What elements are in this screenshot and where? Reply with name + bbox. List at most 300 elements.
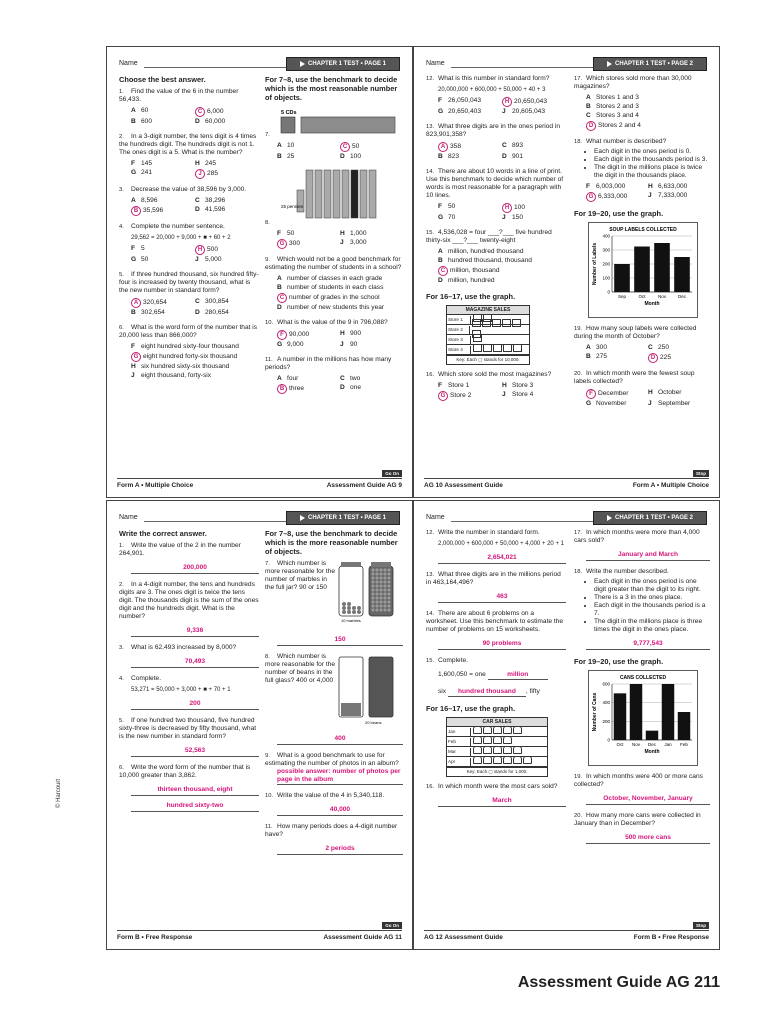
page-form-a-2 [413,46,720,498]
row-label: Mar [447,748,471,756]
choice-b[interactable]: B 275 [586,353,608,360]
footer-left: AG 10 Assessment Guide [424,482,503,489]
choice-j[interactable]: J eight thousand, forty-six [131,372,212,379]
question-number: 6. [119,325,124,331]
answer-line[interactable]: 463 [438,593,566,603]
car-icon [523,756,532,764]
choice-j[interactable]: J 90 [340,341,358,348]
answer-line[interactable]: March [438,797,566,807]
cd-label: 5 CDs [280,110,297,116]
question-4 [119,675,259,710]
row-label: Store 1 [447,316,471,324]
question-15 [426,229,566,285]
y-tick-label: 300 [602,247,610,253]
answer-line-2[interactable]: hundred sixty-two [131,802,259,812]
name-label: Name [426,60,445,67]
choice-g[interactable]: G eight hundred forty-six thousand [131,352,259,362]
chapter-tab-label: CHAPTER 1 TEST • PAGE 1 [307,61,386,67]
answer-line[interactable]: thirteen thousand, eight [131,786,259,796]
choices [277,330,403,349]
question-text: Find the value of the 6 in the number 56,433. [119,88,239,103]
car-icon [473,736,482,744]
bar [662,684,674,740]
question-text: Write the word form of the number that is 10,000 greater than 3,862. [119,764,251,779]
choices [277,275,403,312]
choices [131,245,259,264]
choice-d[interactable]: D Stores 2 and 4 [586,121,710,131]
choice-j[interactable]: J 285 [195,169,259,179]
choice-c[interactable]: C 6,000 [195,107,259,117]
choices [586,344,710,363]
penny-roll [369,170,376,218]
choice-h[interactable]: H October [648,389,682,396]
choice-d[interactable]: D number of new students this year [277,304,385,311]
name-label: Name [426,514,445,521]
car-icon [473,726,482,734]
question-number: 17. [574,530,583,536]
right-column [574,75,710,415]
section-heading-7-8: For 7–8, use the benchmark to decide which is the most reasonable number of objects. [265,75,398,102]
question-17 [574,75,710,131]
answer-line[interactable]: October, November, January [586,795,710,805]
magazine-icon [503,344,512,352]
x-tick-label: Oct [638,294,646,299]
marble-jars-image [335,560,397,630]
graph-key: Key: Each ▢ stands for 10,000. [447,355,529,364]
car-icon [483,736,492,744]
question-text: What is the word form of the number that is 20,000 less than 866,000? [119,324,258,339]
choice-j[interactable]: J 150 [502,214,524,221]
answer-line[interactable]: 90 problems [438,640,566,650]
question-text: Write the value of the 4 in 5,340,118. [277,792,385,799]
y-axis-label: Number of Cans [592,692,598,732]
answer-line[interactable]: 200 [131,700,259,710]
question-18 [574,568,710,650]
question-number: 12. [426,530,435,536]
x-tick-label: Sep [617,294,627,299]
bar [614,693,626,740]
choice-f[interactable]: F 5 [131,245,145,252]
choice-c[interactable]: C 300,854 [195,298,229,305]
choice-h[interactable]: H 900 [340,330,362,337]
go-on-badge: Go On [382,922,402,929]
answer-line[interactable]: 52,563 [131,747,259,757]
question-text: What is the value of the 9 in 796,088? [277,319,388,326]
graph-rows [447,727,547,767]
footer-right: Form A • Multiple Choice [632,482,709,489]
left-column [119,529,259,819]
pennies-label: 25 pennies [280,204,303,209]
choices [438,248,566,285]
choice-a[interactable]: A 10 [277,142,295,149]
choice-a[interactable]: A number of classes in each grade [277,275,383,282]
choice-d[interactable]: D one [340,384,362,391]
car-icon [513,746,522,754]
choice-a[interactable]: A 320,654 [131,298,195,308]
y-tick-label: 0 [607,289,610,295]
choice-f[interactable]: F 90,000 [277,330,340,340]
right-column [265,75,403,401]
magazine-icon [492,319,501,327]
question-15 [426,657,566,697]
line-2-text: six [438,688,447,695]
question-text: In which months were 400 or more cans collected? [574,773,703,788]
question-1 [119,88,259,126]
left-column [119,75,259,387]
question-text: Complete. [131,675,162,682]
choices [131,298,259,317]
car-icon [493,756,502,764]
page-form-b-2 [413,500,720,950]
choice-h[interactable]: H 20,650,043 [502,97,566,107]
chart-title: SOUP LABELS COLLECTED [609,227,677,233]
graph-title: CAR SALES [447,718,547,727]
answer-line[interactable]: January and March [586,551,710,561]
choice-h[interactable]: H 6,633,000 [648,183,688,190]
choice-b[interactable]: B Stores 2 and 3 [586,103,639,110]
bar [630,684,642,740]
section-heading-16-17: For 16–17, use the graph. [426,292,516,301]
bullet-item: • There is a 3 in the ones place. [594,594,710,602]
question-text: In a 3-digit number, the tens digit is 4 times the hundreds digit. The hundreds digit is not 1. The ones digit is a 5. What is the number? [119,133,257,156]
name-line [144,67,294,68]
choice-f[interactable]: F Store 1 [438,382,470,389]
question-number: 13. [426,124,435,130]
question-number: 19. [574,326,583,332]
penny-roll [306,170,313,218]
choice-a[interactable]: A 300 [586,344,608,351]
choice-a[interactable]: A 60 [131,107,149,114]
choice-h[interactable]: H 1,000 [340,230,367,237]
choice-d[interactable]: D 901 [502,153,524,160]
book-footer [0,966,768,996]
question-number: 3. [119,645,124,651]
answer-line[interactable]: 70,493 [131,658,259,668]
choice-f[interactable]: F 6,003,000 [586,183,626,190]
name-label: Name [119,514,138,521]
question-number: 19. [574,774,583,780]
question-11 [265,823,403,855]
graph-row [447,757,547,767]
choice-b[interactable]: B three [277,384,340,394]
question-text: There are about 6 problems on a worksheet. Use this benchmark to estimate the number of problems on 15 worksheets. [426,610,564,633]
magazine-icon [513,344,522,352]
question-number: 14. [426,611,435,617]
bean-glasses-image [335,653,397,729]
choice-j[interactable]: J 5,000 [195,256,222,263]
choice-b[interactable]: B 823 [438,153,460,160]
choice-c[interactable]: C 50 [340,142,403,152]
arrow-icon [300,61,305,67]
question-number: 4. [119,224,124,230]
y-tick-label: 600 [602,681,610,687]
question-7 [265,106,403,161]
question-number: 11. [265,824,273,830]
choice-c[interactable]: C 38,296 [195,197,226,204]
page-footer [117,478,402,493]
choice-j[interactable]: J Store 4 [502,391,534,398]
choice-a[interactable]: A Stores 1 and 3 [586,94,639,101]
section-heading-16-17: For 16–17, use the graph. [426,704,516,713]
question-20 [574,812,710,844]
footer-right: Assessment Guide AG 9 [326,482,402,489]
question-text: Which stores sold more than 30,000 magazines? [574,75,692,90]
choice-d[interactable]: D 41,596 [195,206,226,213]
question-13 [426,571,566,603]
choice-h[interactable]: H 245 [195,160,217,167]
choice-b[interactable]: B 600 [131,118,153,125]
choice-c[interactable]: C number of grades in the school [277,293,403,303]
question-16 [426,783,566,807]
footer-left: Form B • Free Response [117,934,193,941]
choice-d[interactable]: D 60,000 [195,118,226,125]
question-9 [265,256,403,312]
choice-f[interactable]: F December [586,389,648,399]
chapter-tab [593,57,707,71]
choice-g[interactable]: G 6,333,000 [586,192,648,202]
question-number: 20. [574,371,583,377]
question-12 [426,75,566,116]
choice-f[interactable]: F eight hundred sixty-four thousand [131,343,239,350]
question-text: If one hundred two thousand, five hundred sixty-three is decreased by fifty thousand, what is the new number in standard form? [119,717,257,740]
car-icon [503,756,512,764]
question-number: 13. [426,572,435,578]
choice-j[interactable]: J September [648,400,691,407]
answer-blank-2[interactable]: hundred thousand [448,688,526,697]
choice-d[interactable]: D million, hundred [438,277,495,284]
section-heading: Choose the best answer. [119,75,206,84]
question-text: In which month were the most cars sold? [438,783,558,790]
penny-roll [360,170,367,218]
choice-g[interactable]: G Store 2 [438,391,502,401]
graph-row [447,325,529,335]
answer-blank-1[interactable]: million [488,671,548,680]
question-16 [426,371,566,401]
choice-b[interactable]: B number of students in each class [277,284,384,291]
choices [438,382,566,401]
choice-g[interactable]: G 241 [131,169,153,176]
page-header [426,57,707,71]
choice-a[interactable]: A 8,596 [131,197,158,204]
question-18 [574,138,710,202]
answer-line[interactable]: 200,000 [131,564,259,574]
choice-b[interactable]: B 25 [277,153,295,160]
bullet-item: • The digit in the millions place is twice the digit in the thousands place. [594,164,710,180]
chapter-tab [286,511,400,525]
graph-key: Key: Each ▢ stands for 1,000. [447,767,547,776]
choice-a[interactable]: A four [277,375,299,382]
question-number: 5. [119,718,124,724]
choice-g[interactable]: G November [586,400,627,407]
choice-d[interactable]: D 225 [648,353,710,363]
graph-rows [447,315,529,355]
question-text: Which number is more reasonable for the number of marbles in the full jar? 90 or 150 [265,560,336,591]
question-number: 5. [119,272,124,278]
answer-line[interactable]: 500 more cans [586,834,710,844]
question-6 [119,764,259,812]
graph-title: MAGAZINE SALES [447,306,529,315]
choice-h[interactable]: H 100 [502,203,566,213]
question-text: What three digits are in the millions period in 463,164,496? [426,571,561,586]
y-tick-label: 200 [602,718,610,724]
page-header [426,511,707,525]
car-icon [503,736,512,744]
bar [674,257,690,292]
question-20 [574,370,710,408]
bar [614,264,630,292]
y-axis-label: Number of Labels [592,242,598,286]
question-8 [265,168,403,249]
choice-a[interactable]: A million, hundred thousand [438,248,524,255]
answer-line[interactable]: 9,336 [131,627,259,637]
name-line [451,67,601,68]
question-7 [265,560,403,646]
question-2 [119,133,259,179]
choice-j[interactable]: J 20,605,043 [502,108,546,115]
soup-labels-chart [588,222,698,318]
cans-collected-chart [588,670,698,766]
question-5 [119,271,259,317]
choice-g[interactable]: G 300 [277,239,340,249]
y-tick-label: 400 [602,700,610,706]
page-form-b-1 [106,500,413,950]
choice-f[interactable]: F 50 [438,203,456,210]
choice-c[interactable]: C 250 [648,344,670,351]
choice-b[interactable]: B hundred thousand, thousand [438,257,532,264]
choice-f[interactable]: F 145 [131,160,153,167]
question-3 [119,186,259,216]
answer-line[interactable]: 150 [277,636,403,646]
question-number: 17. [574,76,583,82]
section-heading-7-8: For 7–8, use the benchmark to decide which is the more reasonable number of objects. [265,529,398,556]
magazine-sales-graph [446,305,530,365]
choice-b[interactable]: B 302,654 [131,309,165,316]
choice-d[interactable]: D 280,654 [195,309,229,316]
choice-h[interactable]: H Store 3 [502,382,534,389]
question-text: Which store sold the most magazines? [438,371,552,378]
choices [131,107,259,126]
question-9 [265,752,403,785]
name-line [451,521,601,522]
question-number: 20. [574,813,583,819]
choice-f[interactable]: F 50 [277,230,295,237]
answer-line[interactable]: possible answer: number of photos per page in the album [277,768,403,785]
magazine-icon [502,319,511,327]
choice-g[interactable]: G 70 [438,214,456,221]
car-icon [503,726,512,734]
chapter-tab-label: CHAPTER 1 TEST • PAGE 2 [614,61,693,67]
car-icon [513,726,522,734]
footer-left: Form A • Multiple Choice [117,482,194,489]
go-on-badge: Go On [382,470,402,477]
magazine-icon [473,344,482,352]
choice-a[interactable]: A 358 [438,142,502,152]
copyright-text: © Harcourt [56,778,62,808]
chapter-tab-label: CHAPTER 1 TEST • PAGE 1 [307,515,386,521]
question-text: Write the value of the 2 in the number 264,901. [119,542,241,557]
question-text: What is this number in standard form? [438,75,550,82]
choice-h[interactable]: H six hundred sixty-six thousand [131,363,230,370]
x-tick-label: Nov [657,294,667,299]
arrow-icon [300,515,305,521]
penny-roll [315,170,322,218]
equation: 20,000,000 + 600,000 + 50,000 + 40 + 3 [438,87,546,93]
choice-c[interactable]: C 893 [502,142,524,149]
car-icon [473,746,482,754]
bullet-list [586,148,710,180]
question-text: Complete. [438,657,469,664]
penny-roll [351,170,358,218]
car-icon [483,726,492,734]
question-number: 10. [265,320,274,326]
choice-c[interactable]: C million, thousand [438,266,566,276]
answer-line[interactable]: 2 periods [277,845,403,855]
choices [131,343,259,380]
choice-c[interactable]: C two [340,375,361,382]
question-11 [265,356,403,394]
x-tick-label: Jan [664,742,672,747]
bullet-item: • Each digit in the thousands period is a 7. [594,602,710,618]
choice-g[interactable]: G 50 [131,256,149,263]
answer-line[interactable]: 2,654,021 [438,554,566,564]
question-text: How many more cans were collected in January than in December? [574,812,701,827]
footer-right: Form B • Free Response [633,934,709,941]
choice-j[interactable]: J 7,333,000 [648,192,688,199]
magazine-icon [512,319,521,327]
choice-g[interactable]: G 9,000 [277,341,304,348]
question-text: How many soup labels were collected during the month of October? [574,325,697,340]
answer-line[interactable]: 40,000 [277,806,403,816]
answer-line[interactable]: 400 [277,735,403,745]
equation: 2,000,000 + 600,000 + 50,000 + 4,000 + 20 + 1 [438,541,564,547]
choice-d[interactable]: D 100 [340,153,362,160]
y-tick-label: 100 [602,275,610,281]
car-icon [513,756,522,764]
question-number: 16. [426,784,435,790]
question-number: 11. [265,357,273,363]
question-number: 15. [426,230,435,236]
y-tick-label: 0 [607,737,610,743]
penny-roll [324,170,331,218]
right-column [574,529,710,851]
chapter-tab [286,57,400,71]
x-tick-label: Dec [677,294,687,299]
choice-c[interactable]: C Stores 3 and 4 [586,112,639,119]
page-header [119,511,400,525]
choice-g[interactable]: G 20,650,403 [438,108,482,115]
line-1-text: 1,600,050 = one [438,671,486,678]
choice-j[interactable]: J 3,000 [340,239,367,246]
x-axis-label: Month [644,749,660,755]
bar [646,731,658,740]
page-footer [424,478,709,493]
bar [654,243,670,292]
equation: 29,562 = 20,000 + 9,000 + ■ + 60 + 2 [131,235,231,241]
bullet-item: • Each digit in the thousands period is 3. [594,156,710,164]
choices [438,142,566,161]
choice-f[interactable]: F 26,050,043 [438,97,482,104]
choices [277,142,403,161]
car-icon [483,746,492,754]
answer-line[interactable]: 9,777,543 [586,640,710,650]
question-12 [426,529,566,564]
question-number: 7. [265,132,270,138]
choices [586,94,710,131]
question-text: Write the number described. [586,568,669,575]
choice-h[interactable]: H 500 [195,245,259,255]
choice-b[interactable]: B 35,596 [131,206,195,216]
question-10 [265,319,403,349]
